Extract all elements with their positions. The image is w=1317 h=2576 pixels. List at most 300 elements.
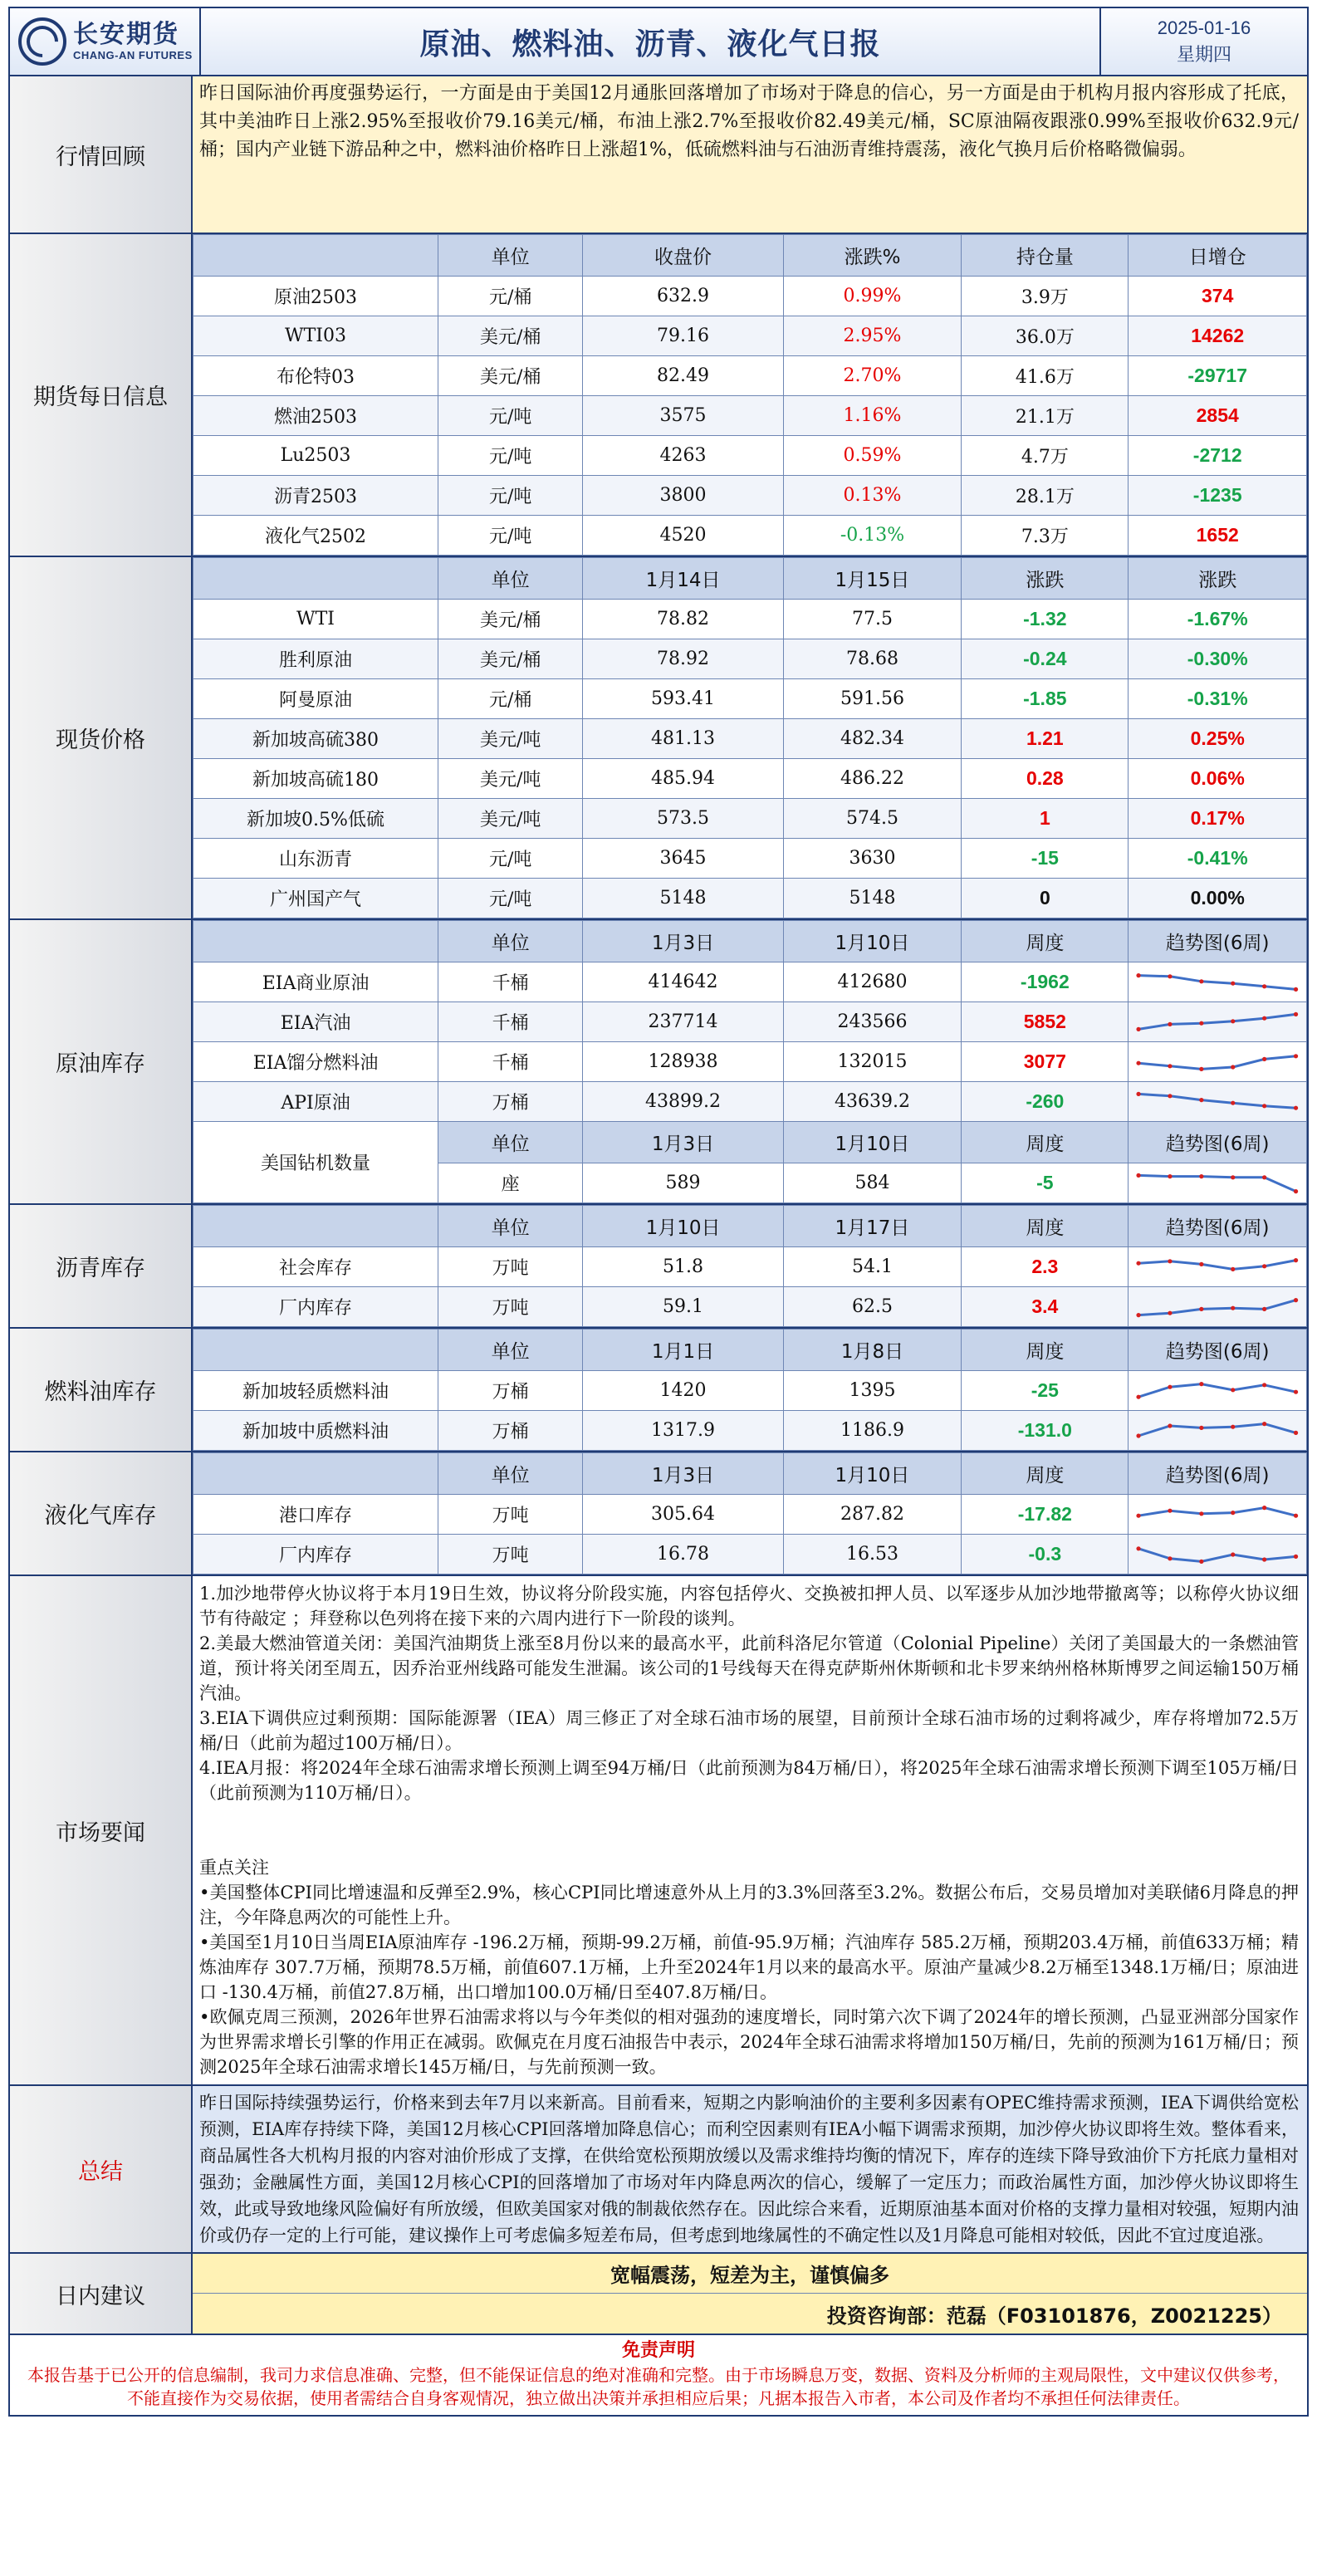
report-date-box xyxy=(1099,8,1307,75)
column-header xyxy=(193,1453,438,1495)
value-week2: 1186.9 xyxy=(783,1411,962,1451)
section-market-news xyxy=(8,1576,1309,2086)
contract-name: 布伦特03 xyxy=(193,356,438,396)
sparkline-line xyxy=(1138,1383,1295,1397)
sparkline-point xyxy=(1262,1104,1266,1108)
value-week1: 43899.2 xyxy=(583,1082,783,1122)
inventory-name: 社会库存 xyxy=(193,1247,438,1287)
value-week1: 1317.9 xyxy=(583,1411,783,1451)
inventory-name: EIA商业原油 xyxy=(193,962,438,1002)
section-label: 总结 xyxy=(10,2086,193,2252)
spot-name: 阿曼原油 xyxy=(193,679,438,719)
price-day2: 78.68 xyxy=(783,639,962,679)
section-label: 市场要闻 xyxy=(10,1576,193,2084)
column-header: 1月3日 xyxy=(583,1122,783,1163)
sparkline-point xyxy=(1137,1261,1141,1265)
weekly-change: -0.3 xyxy=(962,1535,1129,1574)
weekly-change: 5852 xyxy=(962,1002,1129,1042)
oi-change: -29717 xyxy=(1129,356,1307,396)
table-row xyxy=(193,679,1307,719)
sparkline-point xyxy=(1137,1513,1141,1517)
unit-cell: 千桶 xyxy=(438,1002,583,1042)
open-interest: 7.3万 xyxy=(962,516,1129,556)
section-advice xyxy=(8,2254,1309,2335)
table-row xyxy=(193,1495,1307,1535)
value-week2: 43639.2 xyxy=(783,1082,962,1122)
trend-sparkline xyxy=(1129,962,1307,1002)
sparkline-line xyxy=(1138,1055,1295,1069)
sparkline-point xyxy=(1137,1433,1141,1437)
close-price: 3800 xyxy=(583,476,783,516)
close-price: 3575 xyxy=(583,396,783,436)
sparkline-point xyxy=(1137,1026,1141,1031)
sparkline-point xyxy=(1168,1556,1173,1560)
sparkline-point xyxy=(1200,1382,1204,1386)
value-week2: 287.82 xyxy=(783,1495,962,1535)
price-day1: 78.92 xyxy=(583,639,783,679)
value-week2: 132015 xyxy=(783,1042,962,1082)
price-change-pct: 0.06% xyxy=(1129,759,1307,799)
weekly-change: -1962 xyxy=(962,962,1129,1002)
inventory-name: 新加坡中质燃料油 xyxy=(193,1411,438,1451)
column-header: 单位 xyxy=(438,1330,583,1371)
table-row xyxy=(193,316,1307,356)
sparkline-line xyxy=(1138,1300,1295,1315)
change-pct: 0.99% xyxy=(783,277,962,316)
open-interest: 36.0万 xyxy=(962,316,1129,356)
sparkline-point xyxy=(1137,1060,1141,1065)
column-header: 单位 xyxy=(438,921,583,962)
column-header: 涨跌% xyxy=(783,235,962,277)
oi-change: 1652 xyxy=(1129,516,1307,556)
sparkline-point xyxy=(1231,1552,1236,1556)
unit-cell: 万吨 xyxy=(438,1495,583,1535)
sparkline-point xyxy=(1262,984,1266,988)
sparkline-point xyxy=(1168,1423,1173,1428)
sparkline-line xyxy=(1138,1548,1295,1561)
lpg-inventory-table xyxy=(193,1452,1307,1574)
table-row xyxy=(193,962,1307,1002)
sparkline-point xyxy=(1231,1511,1236,1515)
contract-name: Lu2503 xyxy=(193,436,438,476)
advice-text: 宽幅震荡，短差为主，谨慎偏多 xyxy=(193,2254,1307,2294)
sparkline-point xyxy=(1294,1011,1298,1016)
unit-cell: 美元/桶 xyxy=(438,639,583,679)
section-crude-inventory xyxy=(8,920,1309,1205)
table-row xyxy=(193,719,1307,759)
disclaimer-text: 本报告基于已公开的信息编制，我司力求信息准确、完整，但不能保证信息的绝对准确和完整。由于市场瞬息万变，数据、资料及分析师的主观局限性，文中建议仅供参考，不能直接作为交易依据，使用者需结合自身客观情况，独立做出决策并承担相应后果；凡据本报告入市者，本公司及作者均不承担任何法律责任。 xyxy=(27,2365,1290,2408)
news-item: 1.加沙地带停火协议将于本月19日生效，协议将分阶段实施，内容包括停火、交换被扣押人员、以军逐步从加沙地带撤离等；以称停火协议细节有待敲定 ；拜登称以色列将在接下来的六周内进行下一阶段的谈判。 xyxy=(199,1584,1299,1628)
trend-sparkline xyxy=(1129,1287,1307,1327)
trend-sparkline xyxy=(1129,1002,1307,1042)
trend-sparkline xyxy=(1129,1163,1307,1203)
price-change: 1.21 xyxy=(962,719,1129,759)
unit-cell: 万桶 xyxy=(438,1371,583,1411)
value-week2: 412680 xyxy=(783,962,962,1002)
price-change: -1.32 xyxy=(962,600,1129,639)
price-day2: 5148 xyxy=(783,879,962,918)
sparkline-point xyxy=(1200,1511,1204,1516)
oi-change: 374 xyxy=(1129,277,1307,316)
sparkline-point xyxy=(1168,974,1173,978)
column-header: 趋势图(6周) xyxy=(1129,1330,1307,1371)
contract-name: WTI03 xyxy=(193,316,438,356)
column-header: 趋势图(6周) xyxy=(1129,1453,1307,1495)
sparkline-point xyxy=(1262,1264,1266,1268)
sparkline-svg xyxy=(1133,1047,1301,1077)
news-body xyxy=(193,1576,1307,2084)
spot-name: 新加坡0.5%低硫 xyxy=(193,799,438,839)
price-change: -0.24 xyxy=(962,639,1129,679)
column-header: 单位 xyxy=(438,1122,583,1163)
focus-item: •美国整体CPI同比增速温和反弹至2.9%，核心CPI同比增速意外从上月的3.3%回落至3.2%。数据公布后，交易员增加对美联储6月降息的押注，今年降息两次的可能性上升。 xyxy=(199,1883,1299,1927)
sparkline-line xyxy=(1138,1014,1295,1029)
section-fuel-oil-inventory xyxy=(8,1329,1309,1452)
price-change: -15 xyxy=(962,839,1129,879)
weekly-change: 2.3 xyxy=(962,1247,1129,1287)
unit-cell: 美元/吨 xyxy=(438,799,583,839)
trend-sparkline xyxy=(1129,1247,1307,1287)
value-week1: 59.1 xyxy=(583,1287,783,1327)
oi-change: 2854 xyxy=(1129,396,1307,436)
table-row xyxy=(193,1247,1307,1287)
price-change: -1.85 xyxy=(962,679,1129,719)
spot-name: WTI xyxy=(193,600,438,639)
contract-name: 液化气2502 xyxy=(193,516,438,556)
column-header: 趋势图(6周) xyxy=(1129,1206,1307,1247)
report-date: 2025-01-16 xyxy=(1157,17,1251,38)
column-header: 周度 xyxy=(962,1453,1129,1495)
news-item: 3.EIA下调供应过剩预期：国际能源署（IEA）周三修正了对全球石油市场的展望，目前预计全球石油市场的过剩将减少，库存将增加72.5万桶/日（此前为超过100万桶/日）。 xyxy=(199,1708,1299,1753)
column-header: 1月3日 xyxy=(583,1453,783,1495)
column-header: 1月1日 xyxy=(583,1330,783,1371)
close-price: 82.49 xyxy=(583,356,783,396)
sparkline-point xyxy=(1262,1306,1266,1310)
column-header xyxy=(193,921,438,962)
column-header: 周度 xyxy=(962,921,1129,962)
unit-cell: 元/吨 xyxy=(438,879,583,918)
crude-inventory-table xyxy=(193,920,1307,1203)
sparkline-point xyxy=(1168,1094,1173,1098)
news-item: 2.美最大燃油管道关闭：美国汽油期货上涨至8月份以来的最高水平，此前科洛尼尔管道（Colonial Pipeline）关闭了美国最大的一条燃油管道，预计将关闭至周五，因乔治亚州线路可能发生泄漏。该公司的1号线每天在得克萨斯州休斯顿和北卡罗来纳州格林斯博罗之间运输150万桶汽油。 xyxy=(199,1633,1299,1703)
sparkline-point xyxy=(1137,1546,1141,1550)
sparkline-point xyxy=(1231,1019,1236,1023)
column-header: 1月14日 xyxy=(583,558,783,600)
sparkline-point xyxy=(1294,1513,1298,1517)
change-cell: -5 xyxy=(962,1163,1129,1203)
table-header-row xyxy=(193,921,1307,962)
review-text: 昨日国际油价再度强势运行，一方面是由于美国12月通胀回落增加了市场对于降息的信心，另一方面是由于机构月报内容形成了托底，其中美油昨日上涨2.95%至报收价79.16美元/桶，布油上涨2.7%至报收价82.49美元/桶，SC原油隔夜跟涨0.99%至报收价632.9元/桶；国内产业链下游品种之中，燃料油价格昨日上涨超1%，低硫燃料油与石油沥青维持震荡，液化气换月后价格略微偏弱。 xyxy=(193,76,1307,233)
unit-cell: 美元/吨 xyxy=(438,719,583,759)
unit-cell: 元/桶 xyxy=(438,679,583,719)
change-pct: 2.70% xyxy=(783,356,962,396)
table-row xyxy=(193,799,1307,839)
inventory-name: EIA馏分燃料油 xyxy=(193,1042,438,1082)
open-interest: 3.9万 xyxy=(962,277,1129,316)
sparkline-point xyxy=(1294,1430,1298,1434)
table-row xyxy=(193,516,1307,556)
change-pct: 0.13% xyxy=(783,476,962,516)
inventory-name: EIA汽油 xyxy=(193,1002,438,1042)
open-interest: 28.1万 xyxy=(962,476,1129,516)
sparkline-point xyxy=(1231,1175,1236,1179)
price-day2: 77.5 xyxy=(783,600,962,639)
table-row xyxy=(193,1082,1307,1122)
sparkline-point xyxy=(1294,1258,1298,1262)
company-logo xyxy=(10,8,201,75)
price-change-pct: -1.67% xyxy=(1129,600,1307,639)
table-row xyxy=(193,600,1307,639)
weekly-change: -25 xyxy=(962,1371,1129,1411)
price-change-pct: 0.17% xyxy=(1129,799,1307,839)
column-header: 涨跌 xyxy=(962,558,1129,600)
section-futures xyxy=(8,234,1309,557)
value-week1: 128938 xyxy=(583,1042,783,1082)
trend-sparkline xyxy=(1129,1371,1307,1411)
contract-name: 沥青2503 xyxy=(193,476,438,516)
table-row xyxy=(193,1287,1307,1327)
sparkline-point xyxy=(1294,1298,1298,1302)
price-day2: 486.22 xyxy=(783,759,962,799)
table-row xyxy=(193,1371,1307,1411)
open-interest: 41.6万 xyxy=(962,356,1129,396)
sparkline-line xyxy=(1138,975,1295,989)
report-header xyxy=(8,7,1309,76)
section-label: 燃料油库存 xyxy=(10,1329,193,1451)
unit-cell: 元/吨 xyxy=(438,396,583,436)
table-row xyxy=(193,436,1307,476)
inventory-name: 厂内库存 xyxy=(193,1287,438,1327)
price-day1: 3645 xyxy=(583,839,783,879)
section-lpg-inventory xyxy=(8,1452,1309,1576)
price-change-pct: 0.00% xyxy=(1129,879,1307,918)
section-label: 液化气库存 xyxy=(10,1452,193,1574)
trend-sparkline xyxy=(1129,1082,1307,1122)
sparkline-point xyxy=(1262,1175,1266,1179)
value-week2: 54.1 xyxy=(783,1247,962,1287)
weekly-change: -260 xyxy=(962,1082,1129,1122)
logo-mark-icon xyxy=(18,17,66,66)
sparkline-point xyxy=(1200,1306,1204,1310)
column-header: 1月15日 xyxy=(783,558,962,600)
sparkline-point xyxy=(1200,1559,1204,1563)
price-change-pct: -0.31% xyxy=(1129,679,1307,719)
sparkline-point xyxy=(1231,1424,1236,1428)
open-interest: 21.1万 xyxy=(962,396,1129,436)
price-day1: 573.5 xyxy=(583,799,783,839)
table-row xyxy=(193,1042,1307,1082)
column-header: 趋势图(6周) xyxy=(1129,921,1307,962)
sparkline-point xyxy=(1262,1016,1266,1020)
sparkline-point xyxy=(1294,1554,1298,1558)
price-change: 0 xyxy=(962,879,1129,918)
sparkline-point xyxy=(1137,1394,1141,1398)
price-change-pct: -0.30% xyxy=(1129,639,1307,679)
change-pct: 2.95% xyxy=(783,316,962,356)
unit-cell: 美元/桶 xyxy=(438,600,583,639)
price-change: 1 xyxy=(962,799,1129,839)
table-row xyxy=(193,396,1307,436)
sparkline-line xyxy=(1138,1260,1295,1269)
spot-name: 新加坡高硫380 xyxy=(193,719,438,759)
unit-cell: 元/桶 xyxy=(438,277,583,316)
sparkline-point xyxy=(1262,1056,1266,1060)
disclaimer-title: 免责声明 xyxy=(621,2340,695,2361)
unit-cell: 元/吨 xyxy=(438,476,583,516)
close-price: 4263 xyxy=(583,436,783,476)
table-header-row xyxy=(193,558,1307,600)
column-header: 1月10日 xyxy=(783,1453,962,1495)
weekly-change: 3.4 xyxy=(962,1287,1129,1327)
price-change-pct: -0.41% xyxy=(1129,839,1307,879)
weekly-change: -17.82 xyxy=(962,1495,1129,1535)
logo-name-en: CHANG-AN FUTURES xyxy=(73,49,193,61)
unit-cell: 万桶 xyxy=(438,1411,583,1451)
table-header-row xyxy=(193,1330,1307,1371)
sparkline-point xyxy=(1294,987,1298,991)
sparkline-point xyxy=(1168,1508,1173,1512)
change-pct: 1.16% xyxy=(783,396,962,436)
advice-author: 投资咨询部：范磊（F03101876，Z0021225） xyxy=(193,2294,1307,2334)
price-day1: 593.41 xyxy=(583,679,783,719)
value-week2: 16.53 xyxy=(783,1535,962,1574)
column-header: 1月3日 xyxy=(583,921,783,962)
sparkline-point xyxy=(1200,1098,1204,1102)
sparkline-point xyxy=(1231,1388,1236,1392)
column-header: 单位 xyxy=(438,558,583,600)
sparkline-point xyxy=(1294,1389,1298,1393)
oi-change: 14262 xyxy=(1129,316,1307,356)
trend-sparkline xyxy=(1129,1411,1307,1451)
section-review xyxy=(8,76,1309,234)
unit-cell: 元/吨 xyxy=(438,839,583,879)
sparkline-point xyxy=(1294,1054,1298,1058)
sparkline-svg xyxy=(1133,1252,1301,1282)
report-weekday: 星期四 xyxy=(1176,44,1231,65)
value-week1: 1420 xyxy=(583,1371,783,1411)
sparkline-point xyxy=(1231,1305,1236,1310)
sparkline-point xyxy=(1168,1021,1173,1026)
table-row xyxy=(193,476,1307,516)
sparkline-svg xyxy=(1133,1500,1301,1530)
sparkline-point xyxy=(1200,1021,1204,1025)
fuel-oil-inventory-table xyxy=(193,1329,1307,1451)
column-header: 日增仓 xyxy=(1129,235,1307,277)
table-row xyxy=(193,1002,1307,1042)
oi-change: -1235 xyxy=(1129,476,1307,516)
sparkline-svg xyxy=(1133,1292,1301,1322)
sparkline-point xyxy=(1137,1091,1141,1095)
table-row xyxy=(193,639,1307,679)
column-header: 持仓量 xyxy=(962,235,1129,277)
close-price: 632.9 xyxy=(583,277,783,316)
sparkline-point xyxy=(1200,1425,1204,1429)
unit-cell: 千桶 xyxy=(438,1042,583,1082)
section-label: 日内建议 xyxy=(10,2254,193,2334)
table-row xyxy=(193,759,1307,799)
column-header: 趋势图(6周) xyxy=(1129,1122,1307,1163)
sparkline-point xyxy=(1294,1105,1298,1109)
price-day1: 78.82 xyxy=(583,600,783,639)
column-header: 1月10日 xyxy=(783,1122,962,1163)
news-item: 4.IEA月报：将2024年全球石油需求增长预测上调至94万桶/日（此前预测为84万桶/日），将2025年全球石油需求增长预测下调至105万桶/日（此前预测为110万桶/日）。 xyxy=(199,1758,1299,1803)
column-header: 涨跌 xyxy=(1129,558,1307,600)
sparkline-point xyxy=(1231,981,1236,985)
sparkline-svg xyxy=(1133,1416,1301,1446)
price-day2: 591.56 xyxy=(783,679,962,719)
contract-name: 原油2503 xyxy=(193,277,438,316)
spot-name: 山东沥青 xyxy=(193,839,438,879)
report-title: 原油、燃料油、沥青、液化气日报 xyxy=(419,27,881,61)
column-header: 周度 xyxy=(962,1206,1129,1247)
value-cell: 584 xyxy=(783,1163,962,1203)
sparkline-line xyxy=(1138,1507,1295,1516)
sparkline-point xyxy=(1168,1310,1173,1315)
column-header xyxy=(193,1206,438,1247)
rig-header-row xyxy=(193,1122,1307,1163)
column-header xyxy=(193,235,438,277)
spot-name: 广州国产气 xyxy=(193,879,438,918)
sparkline-point xyxy=(1262,1383,1266,1387)
sparkline-point xyxy=(1137,973,1141,977)
sparkline-svg xyxy=(1133,1087,1301,1117)
column-header: 1月10日 xyxy=(783,921,962,962)
section-spot xyxy=(8,557,1309,920)
unit-cell: 万吨 xyxy=(438,1247,583,1287)
asphalt-inventory-table xyxy=(193,1205,1307,1327)
sparkline-point xyxy=(1262,1557,1266,1561)
futures-table xyxy=(193,234,1307,556)
price-day2: 574.5 xyxy=(783,799,962,839)
sparkline-svg xyxy=(1133,1168,1301,1198)
table-header-row xyxy=(193,235,1307,277)
sparkline-point xyxy=(1168,1384,1173,1388)
sparkline-point xyxy=(1200,1261,1204,1266)
sparkline-point xyxy=(1231,1266,1236,1271)
trend-sparkline xyxy=(1129,1042,1307,1082)
sparkline-point xyxy=(1200,979,1204,983)
table-row xyxy=(193,356,1307,396)
value-cell: 589 xyxy=(583,1163,783,1203)
change-pct: 0.59% xyxy=(783,436,962,476)
price-change: 0.28 xyxy=(962,759,1129,799)
section-summary xyxy=(8,2086,1309,2254)
table-row xyxy=(193,879,1307,918)
inventory-name: 新加坡轻质燃料油 xyxy=(193,1371,438,1411)
trend-sparkline xyxy=(1129,1495,1307,1535)
unit-cell: 美元/桶 xyxy=(438,356,583,396)
sparkline-point xyxy=(1200,1066,1204,1070)
unit-cell: 美元/吨 xyxy=(438,759,583,799)
sparkline-line xyxy=(1138,1094,1295,1108)
value-week1: 237714 xyxy=(583,1002,783,1042)
value-week2: 1395 xyxy=(783,1371,962,1411)
price-day1: 481.13 xyxy=(583,719,783,759)
unit-cell: 千桶 xyxy=(438,962,583,1002)
value-week1: 414642 xyxy=(583,962,783,1002)
unit-cell: 美元/桶 xyxy=(438,316,583,356)
value-week1: 51.8 xyxy=(583,1247,783,1287)
value-week2: 62.5 xyxy=(783,1287,962,1327)
summary-text: 昨日国际持续强势运行，价格来到去年7月以来新高。目前看来，短期之内影响油价的主要利多因素有OPEC维持需求预测，IEA下调供给宽松预测，EIA库存持续下降，美国12月核心CPI回落增加降息信心；而利空因素则有IEA小幅下调需求预期，加沙停火协议即将生效。整体看来，商品属性各大机构月报的内容对油价形成了支撑，在供给宽松预期放缓以及需求维持均衡的情况下，库存的连续下降导致油价下方托底力量相对强劲；金融属性方面，美国12月核心CPI的回落增加了市场对年内降息两次的信心，缓解了一定压力；而政治属性方面，加沙停火协议即将生效，此或导致地缘风险偏好有所放缓，但欧美国家对俄的制裁依然存在。因此综合来看，近期原油基本面对价格的支撑力量相对较强，短期内油价或仍存一定的上行可能，建议操作上可考虑偏多短差布局，但考虑到地缘属性的不确定性以及1月降息可能相对较低，因此不宜过度追涨。 xyxy=(193,2086,1307,2252)
unit-cell: 元/吨 xyxy=(438,516,583,556)
price-day2: 3630 xyxy=(783,839,962,879)
column-header xyxy=(193,1330,438,1371)
sparkline-line xyxy=(1138,1423,1295,1435)
section-label: 现货价格 xyxy=(10,557,193,918)
value-week1: 305.64 xyxy=(583,1495,783,1535)
table-header-row xyxy=(193,1453,1307,1495)
